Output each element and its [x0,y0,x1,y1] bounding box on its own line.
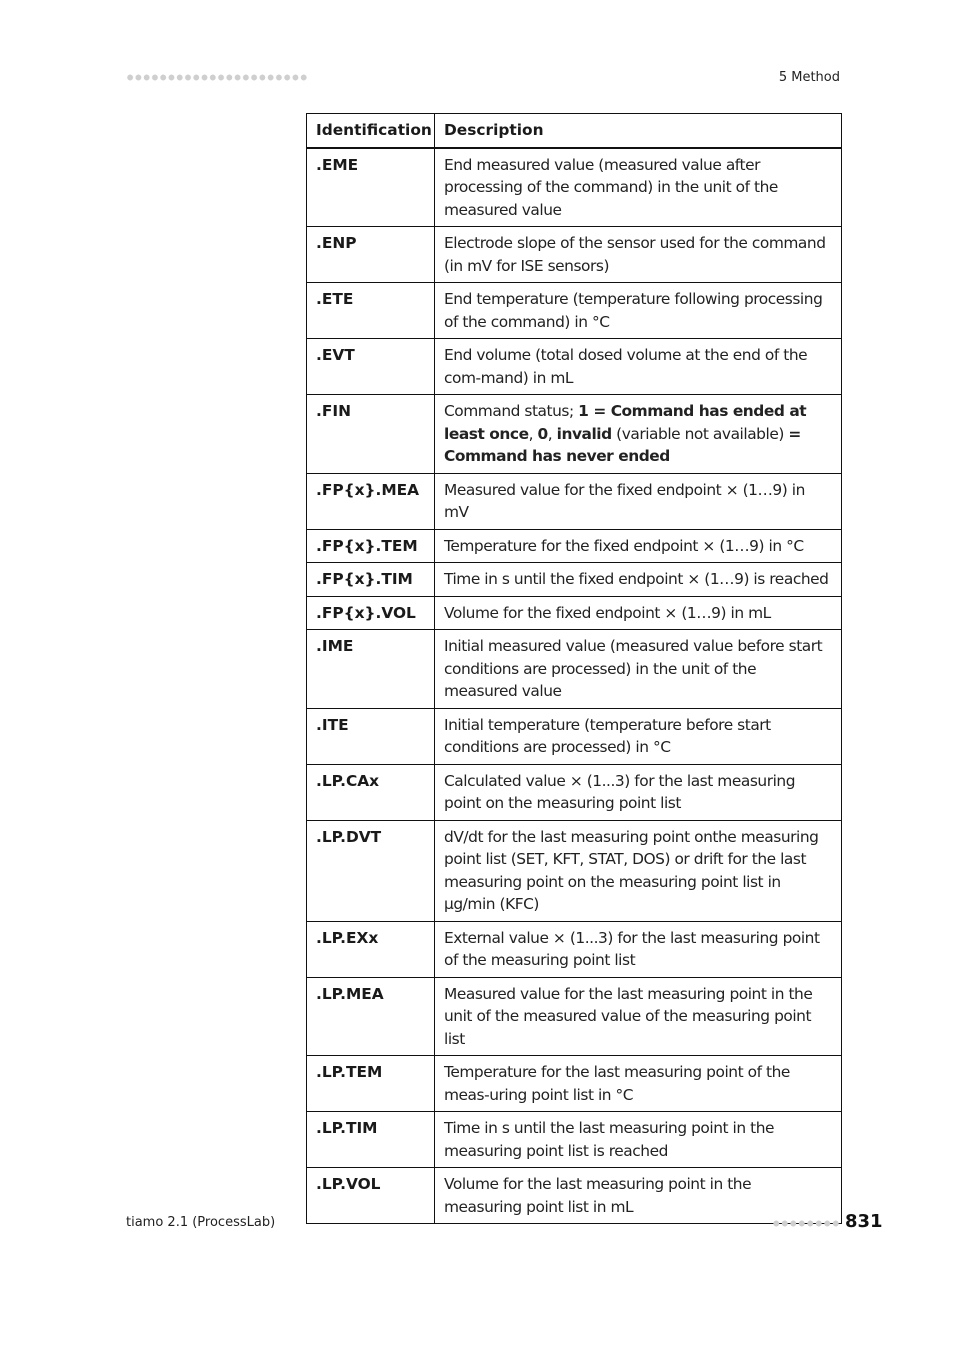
description-bold-text: 0 [537,424,548,443]
identification-cell: .LP.DVT [307,820,435,921]
identification-cell: .LP.TEM [307,1056,435,1112]
description-cell: dV/dt for the last measuring point onthe measuring point list (SET, KFT, STAT, DOS) or drift for the last measuring point on the measuring point list in µg/min (KFC) [435,820,842,921]
description-cell: Temperature for the last measuring point of the meas-uring point list in °C [435,1056,842,1112]
description-cell: Volume for the last measuring point in the measuring point list in mL [435,1168,842,1224]
identification-table [306,113,842,1224]
table-row [307,1168,842,1224]
table-row [307,283,842,339]
identification-cell: .FP{x}.MEA [307,473,435,529]
table-row [307,764,842,820]
description-cell: Electrode slope of the sensor used for the command (in mV for ISE sensors) [435,227,842,283]
identification-cell: .LP.MEA [307,977,435,1056]
table-row [307,148,842,227]
table-header-row [307,114,842,148]
footer-decoration [772,1219,840,1228]
table-row [307,529,842,563]
description-cell: Measured value for the fixed endpoint × (1…9) in mV [435,473,842,529]
identification-cell: .IME [307,630,435,709]
table-row [307,339,842,395]
table-row [307,227,842,283]
section-title: 5 Method [778,70,840,85]
identification-cell: .LP.VOL [307,1168,435,1224]
description-text: (variable not available) [611,424,789,443]
column-header-identification: Identification [307,114,435,148]
identification-cell: .EVT [307,339,435,395]
description-cell: Time in s until the fixed endpoint × (1…9) is reached [435,563,842,597]
identification-cell: .LP.TIM [307,1112,435,1168]
description-cell: End temperature (temperature following processing of the command) in °C [435,283,842,339]
identification-cell: .FP{x}.TIM [307,563,435,597]
table-row [307,820,842,921]
table-row [307,1112,842,1168]
table-row [307,596,842,630]
table-row [307,1056,842,1112]
description-cell: Time in s until the last measuring point in the measuring point list is reached [435,1112,842,1168]
table-row [307,395,842,474]
table-row [307,921,842,977]
description-cell: External value × (1...3) for the last measuring point of the measuring point list [435,921,842,977]
description-text: , [528,424,538,443]
table-row [307,473,842,529]
header-decoration [126,73,308,82]
identification-cell: .FIN [307,395,435,474]
identification-cell: .ITE [307,708,435,764]
identification-cell: .LP.CAx [307,764,435,820]
description-cell [435,395,842,474]
product-name: tiamo 2.1 (ProcessLab) [126,1215,276,1230]
description-cell: Initial temperature (temperature before start conditions are processed) in °C [435,708,842,764]
description-cell: Initial measured value (measured value before start conditions are processed) in the unit of the measured value [435,630,842,709]
identification-cell: .FP{x}.VOL [307,596,435,630]
description-cell: Volume for the fixed endpoint × (1…9) in mL [435,596,842,630]
table-row [307,563,842,597]
identification-cell: .FP{x}.TEM [307,529,435,563]
identification-cell: .LP.EXx [307,921,435,977]
description-text: , [547,424,557,443]
table-row [307,708,842,764]
description-text: Command status; [444,402,579,420]
description-cell: Measured value for the last measuring point in the unit of the measured value of the measuring point list [435,977,842,1056]
description-bold-text: invalid [556,424,612,443]
column-header-description: Description [435,114,842,148]
description-bold-text: 1 = Command has ended at least once [444,402,807,443]
table-row [307,977,842,1056]
table-row [307,630,842,709]
description-cell: End measured value (measured value after processing of the command) in the unit of the measured value [435,148,842,227]
identification-cell: .ENP [307,227,435,283]
page-number: 831 [845,1211,883,1232]
identification-cell: .EME [307,148,435,227]
description-cell: Temperature for the fixed endpoint × (1…9) in °C [435,529,842,563]
description-cell: End volume (total dosed volume at the end of the com-mand) in mL [435,339,842,395]
description-cell: Calculated value × (1...3) for the last measuring point on the measuring point list [435,764,842,820]
identification-cell: .ETE [307,283,435,339]
description-bold-text: = Command has never ended [444,424,801,465]
